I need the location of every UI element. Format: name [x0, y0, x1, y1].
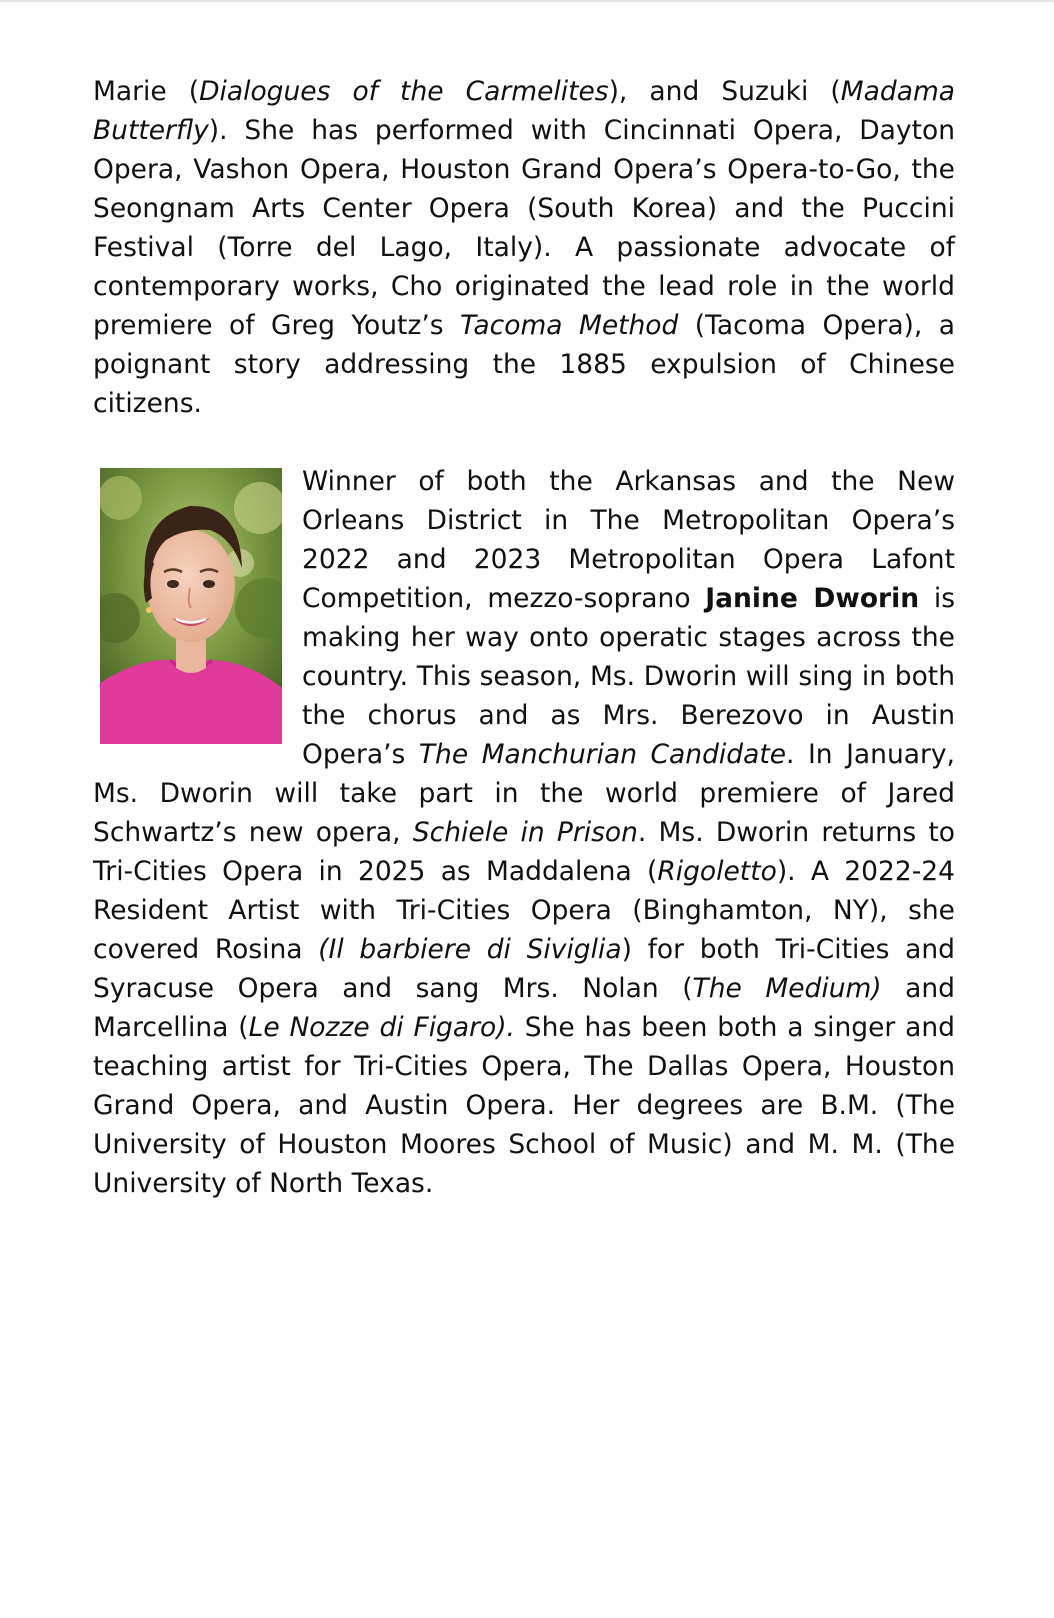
text-run: and Marcellina (	[93, 973, 955, 1043]
text-run: ), and Suzuki (	[608, 76, 841, 107]
opera-title: The Manchurian Candidate	[418, 739, 787, 770]
bio-page	[93, 72, 955, 1203]
text-run: Winner of both the Arkansas and the New Orleans District in The Metropolitan Opera’s 2022 and 2023 Metropolitan Opera Lafont Competition, mezzo-soprano	[302, 466, 955, 614]
top-border	[0, 0, 1054, 2]
opera-title: Dialogues of the Carmelites	[199, 76, 609, 107]
text-run: (Tacoma Opera), a poignant story addressing the 1885 expulsion of Chinese citizens.	[93, 310, 956, 419]
text-run: is making her way onto operatic stages across the country. This season, Ms. Dworin will sing in both the chorus and as Mrs. Berezovo in Austin Opera’s	[302, 583, 955, 770]
opera-title: Rigoletto	[657, 856, 777, 887]
text-run: . In January, Ms. Dworin will take part in the world premiere of Jared Schwartz’s new opera,	[93, 739, 955, 848]
artist-name: Janine Dworin	[705, 583, 920, 614]
text-run: ). She has performed with Cincinnati Opera, Dayton Opera, Vashon Opera, Houston Grand Opera’s Opera-to-Go, the Seongnam Arts Center Opera (South Korea) and the Puccini Festival (Torre del Lago, Italy). A passionate advocate of contemporary works, Cho originated the lead role in the world premiere of Greg Youtz’s	[93, 115, 955, 341]
text-run: ) for both Tri-Cities and Syracuse Opera and sang Mrs. Nolan (	[93, 934, 955, 1004]
opera-title: Schiele in Prison	[412, 817, 638, 848]
headshot-photo	[100, 468, 282, 744]
bio-paragraph-cho	[93, 72, 955, 423]
text-run: . Ms. Dworin returns to Tri-Cities Opera in 2025 as Maddalena (	[93, 817, 956, 887]
opera-title: Madama Butterfly	[93, 76, 955, 146]
opera-title: (Il barbiere di Siviglia	[318, 934, 622, 965]
opera-title: Tacoma Method	[460, 310, 679, 341]
text-run: Marie (	[93, 76, 200, 107]
opera-title: Le Nozze di Figaro).	[248, 1012, 515, 1043]
text-run: She has been both a singer and teaching artist for Tri-Cities Opera, The Dallas Opera, Houston Grand Opera, and Austin Opera. Her degrees are B.M. (The University of Houston Moores School of Music) and M. M. (The University of North Texas.	[93, 1012, 955, 1199]
opera-title: The Medium)	[692, 973, 882, 1004]
text-run: ). A 2022-24 Resident Artist with Tri-Cities Opera (Binghamton, NY), she covered Rosina	[93, 856, 955, 965]
